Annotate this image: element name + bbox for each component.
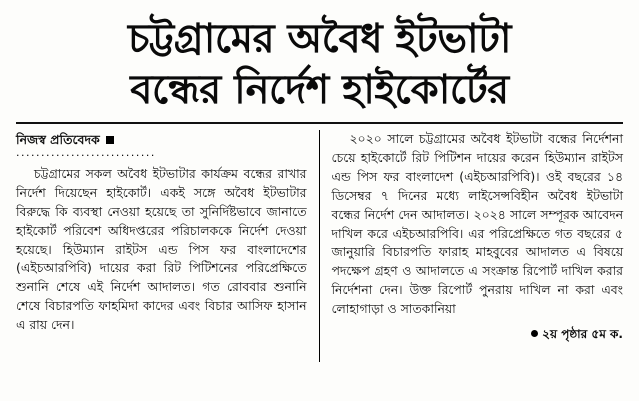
byline <box>16 130 307 149</box>
jump-line-text: ২য় পৃষ্ঠার ৫ম ক. <box>542 326 623 341</box>
article-columns <box>16 130 623 362</box>
article-body-left: চট্টগ্রামের সকল অবৈধ ইটভাটার কার্যক্রম বন্ধের রাখার নির্দেশ দিয়েছেন হাইকোর্ট। একই সঙ্গে অবৈধ ইটভাটার বিরুদ্ধে কি ব্যবস্থা নেওয়া হয়েছে তা সুনির্দিষ্টভাবে জানাতে হাইকোর্ট পরিবেশ অধিদপ্তরের পরিচালককে নির্দেশ দেওয়া হয়েছে। হিউম্যান রাইটস এন্ড পিস ফর বাংলাদেশের (এইচআরপিবি) দায়ের করা রিট পিটিশনের পরিপ্রেক্ষিতে শুনানি শেষে এই নির্দেশ আদালত। গত রোববার শুনানি শেষে বিচারপতি ফাহমিদা কাদের এবং বিচার আসিফ হাসান এ রায় দেন। <box>16 166 307 333</box>
byline-text: নিজস্ব প্রতিবেদক <box>16 132 100 148</box>
dotted-separator: ···························· <box>16 151 156 162</box>
article-column-left <box>16 130 320 362</box>
article-body-right: ২০২০ সালে চট্টগ্রামের অবৈধ ইটভাটা বন্ধের নির্দেশনা চেয়ে হাইকোর্টে রিট পিটিশন দায়ের করেন হিউম্যান রাইটস এন্ড পিস ফর বাংলাদেশ (এইচআরপিবি)। ওই বছরের ১৪ ডিসেম্বর ৭ দিনের মধ্যে লাইসেন্সবিহীন অবৈধ ইটভাটা বন্ধের নির্দেশ দেন আদালত। ২০২৪ সালে সম্পূরক আবেদন দাখিল করে এইচআরপিবি। এর পরিপ্রেক্ষিতে গত বছরের ৫ জানুয়ারি বিচারপতি ফারাহ মাহবুবের আদালত এ বিষয়ে পদক্ষেপ গ্রহণ ও আদালতে এ সংক্রান্ত রিপোর্ট দাখিল করার নির্দেশনা দেন। উক্ত রিপোর্ট পুনরায় দাখিল না করা এবং লোহাগাড়া ও সাতকানিয়া <box>331 131 623 316</box>
page-title <box>16 14 623 116</box>
square-marker-icon <box>106 136 114 144</box>
headline-line-2: বন্ধের নির্দেশ হাইকোর্টের <box>130 67 509 114</box>
headline-divider <box>16 122 623 124</box>
article-column-right <box>320 130 624 362</box>
headline-line-1: চট্টগ্রামের অবৈধ ইটভাটা <box>127 16 512 62</box>
bullet-icon <box>531 330 538 337</box>
jump-line <box>332 325 624 343</box>
